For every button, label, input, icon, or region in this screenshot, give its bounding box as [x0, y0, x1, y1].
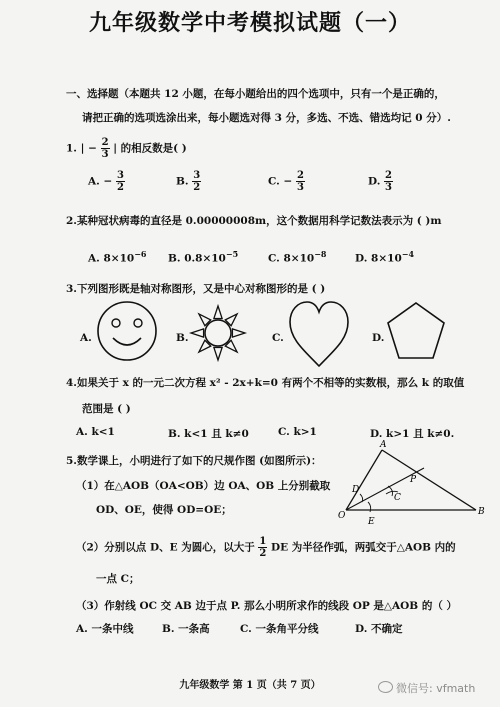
section-header: 一、选择题（本题共 12 小题，在每小题给出的四个选项中，只有一个是正确的， [66, 88, 445, 100]
page-footer: 九年级数学 第 1 页（共 7 页） [179, 680, 321, 691]
label-p: P [410, 475, 417, 485]
q2-option-d: D. $8\times 10^{-4}$ [355, 249, 415, 265]
label-c: C [394, 493, 401, 503]
q4-option-c: C. k>1 [278, 426, 317, 438]
heart-figure [288, 300, 350, 368]
label-a: A [380, 440, 387, 450]
label-e: E [368, 517, 375, 527]
q5-step2: （2）分别以点 D、E 为圆心，以大于 $\frac{1}{2}$ DE 为半径作弧，两弧交于△AOB 内的 [76, 536, 456, 559]
q5-step1-line2: OD、OE，使得 OD=OE； [96, 504, 232, 516]
triangle-construction-figure [338, 440, 488, 530]
q1-option-a: A. − $\frac{3}{2}$ [88, 170, 124, 193]
label-b: B [478, 507, 485, 517]
sun-figure [190, 305, 246, 361]
question-4: 4.如果关于 x 的一元二次方程 x² - 2x+k=0 有两个不相等的实数根，那么 k 的取值 [66, 377, 465, 389]
q1-option-c: C. − $\frac{2}{3}$ [268, 170, 304, 193]
q4-option-b: B. k<1 且 k≠0 [168, 428, 249, 440]
q5-step2-line2: 一点 C； [96, 573, 140, 585]
q4-option-d: D. k>1 且 k≠0. [370, 428, 455, 440]
q3-option-c-label: C. [272, 332, 284, 344]
q1-option-b: B. $\frac{3}{2}$ [176, 170, 201, 193]
question-5: 5.数学课上，小明进行了如下的尺规作图 (如图所示)： [66, 455, 322, 467]
page-title: 九年级数学中考模拟试题（一） [88, 10, 411, 36]
q5-option-b: B. 一条高 [162, 623, 210, 635]
q3-option-a-label: A. [80, 332, 92, 344]
pentagon-figure [385, 300, 447, 362]
smiley-face-figure [96, 300, 158, 362]
q5-option-c: C. 一条角平分线 [240, 623, 319, 635]
wechat-watermark: 微信号: vfmath [378, 680, 475, 696]
wechat-icon [378, 681, 393, 693]
q5-step3: （3）作射线 OC 交 AB 边于点 P. 那么小明所求作的线段 OP 是△AOB 的（ ） [76, 600, 457, 612]
q1-option-d: D. $\frac{2}{3}$ [368, 170, 393, 193]
question-1: 1. | − $\frac{2}{3}$ | 的相反数是( ) [66, 137, 187, 160]
q2-option-a: A. $8\times 10^{-6}$ [88, 249, 147, 265]
q3-option-b-label: B. [176, 332, 189, 344]
q5-option-a: A. 一条中线 [76, 623, 134, 635]
question-3: 3.下列图形既是轴对称图形，又是中心对称图形的是 ( ) [66, 283, 326, 295]
q4-option-a: A. k<1 [76, 426, 115, 438]
question-2: 2.某种冠状病毒的直径是 0.00000008m，这个数据用科学记数法表示为 ( )m [66, 215, 442, 227]
label-d: D [352, 485, 360, 495]
q2-option-c: C. $8\times 10^{-8}$ [268, 249, 327, 265]
label-o: O [338, 511, 346, 521]
question-4-line2: 范围是 ( ) [82, 403, 131, 415]
q5-step1: （1）在△AOB（OA<OB）边 OA、OB 上分别截取 [76, 480, 331, 492]
section-header-line2: 请把正确的选项选涂出来，每小题选对得 3 分，多选、不选、错选均记 0 分）. [82, 112, 451, 124]
q3-option-d-label: D. [372, 332, 385, 344]
q5-option-d: D. 不确定 [355, 623, 403, 635]
q2-option-b: B. $0.8\times 10^{-5}$ [168, 249, 239, 265]
